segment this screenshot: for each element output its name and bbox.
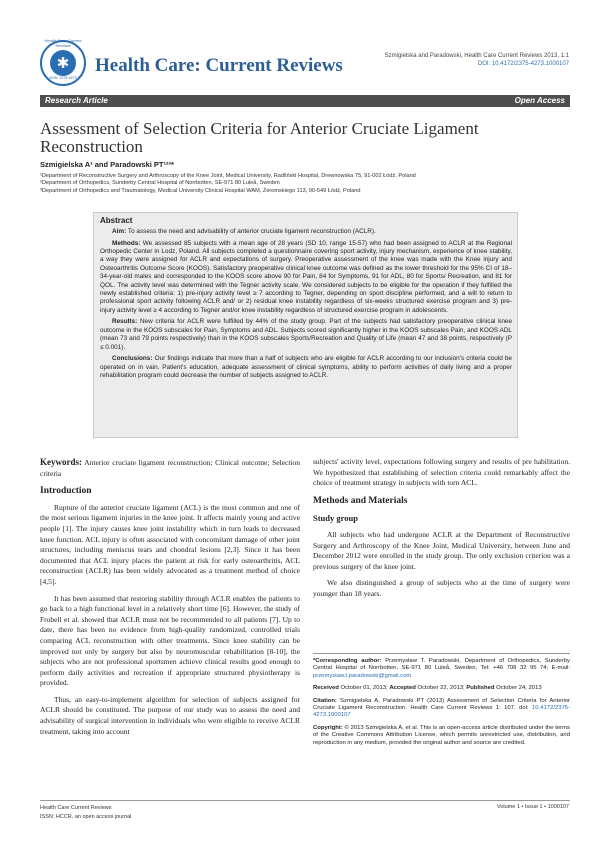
intro-paragraph-2: It has been assumed that restoring stability through ACLR enables the patients to go back to a high functional level in a relatively short time [6]. However, the study of Frobell et al. showed that ACLR must not be recommended to all patients [7]. Up to date, there has been no evidence from high-quality randomized, controlled trials comparing ACL reconstruction with other treatments. Since knee stability can be improved not only by surgery but also by neuromuscular rehabilitation [8-10], the subjects who are not professional sportsmen achieve clinical results good enough to perform daily activities and recreation if appropriate structured physiotherapy is provided. [40,593,300,688]
intro-paragraph-1: Rupture of the anterior cruciate ligament (ACL) is the most common and one of the most serious ligament injuries in the knee joint. It affects mainly young and active people [1]. The injury causes knee joint instability which in turn leads to decreased knee function. ACL injury is often associated with concomitant damage of other joint structures, including meniscus tears and chondral lesions [2,3]. Since it has been documented that ACL injury places the patient at risk for early osteoarthritis, ACL reconstruction (ACLR) has been widely advocated as a treatment method of choice [4,5]. [40,502,300,586]
keywords-text: Anterior cruciate ligament reconstruction; Clinical outcome; Selection criteria [40,458,300,478]
logo-issn: ISSN: 2375-4273 [49,76,77,80]
abstract-heading: Abstract [100,216,133,225]
keywords-label: Keywords: [40,457,82,467]
study-group-heading: Study group [313,513,358,524]
citation-text: Szmigielska A, Paradowski PT (2013) Assessment of Selection Criteria for Anterior Cruciate Ligament Reconstruction. Health Care Current Reviews 1: 107. doi: [313,697,570,712]
published-date: October 24, 2013 [496,685,542,692]
journal-title: Health Care: Current Reviews [95,55,343,76]
published-label: Published [466,685,495,692]
affiliation-2: ²Department of Orthopedics, Sunderby Central Hospital of Norrbotten, SE-971 80 Luleå, Sweden [40,180,280,187]
intro-continuation: subjects' activity level, expectations following surgery and results of pre habilitation. We hypothesized that establishing of selection criteria could remarkably affect the choice of treatment strategy in subjects with torn ACL. [313,457,570,488]
abstract-body [100,228,512,384]
corresponding-author [313,658,570,680]
copyright [313,725,570,747]
methods-label: Methods: [112,239,141,247]
article-type-label: Research Article [45,96,108,105]
authors: Szmigielska A¹ and Paradowski PT¹²³* [40,160,174,169]
open-access-label: Open Access [514,96,565,105]
keywords [40,457,300,479]
study-group-paragraph-1: All subjects who had undergone ACLR at the Department of Reconstructive Surgery and Arthroscopy of the Knee Joint, Medical University, between June and December 2012 were enrolled in the study group. The only exclusion criterion was a previous surgery of the knee joint. [313,529,570,571]
abstract-results [100,318,512,352]
aim-text: To assess the need and advisability of anterior cruciate ligament reconstruction (ACLR). [127,228,376,235]
study-group-paragraph-2: We also distinguished a group of subjects who at the time of surgery were younger than 18 years. [313,578,570,598]
header-citation [385,52,569,68]
doi-link[interactable]: DOI: 10.4172/2375-4273.1000107 [477,61,569,67]
received-label: Received [313,685,339,692]
logo-ring-text: Health Care: Current Reviews [44,38,82,48]
corresponding-text: Przemysław T. Paradowski, Department of Orthopedics, Sunderby Central Hospital of Norrbotten, SE-971 80 Luleå, Sweden, Tel: +46 708 32 95 74; E-mail: [313,658,570,672]
affiliation-3: ³Department of Orthopedics and Traumatology, Medical University Clinical Hospital WAM, Żeromskiego 113, 90-549 Łódź, Poland [40,187,361,194]
affiliation-1: ¹Department of Reconstructive Surgery and Arthroscopy of the Knee Joint, Medical University, Radliński Hospital, Drewnowska 75, 91-002 Łódź, Poland [40,173,416,179]
dates [313,685,570,692]
left-column [40,457,300,743]
citation-label: Citation: [313,697,337,704]
aim-label: Aim: [112,228,127,235]
methods-heading: Methods and Materials [313,495,408,506]
conclusions-text: Our findings indicate that more than a half of subjects who are eligible for ACLR according to our inclusion's criteria could be operated on in vain. Patient's education, adequate assessment of clinical symptoms, ability to perform activities of daily living and a proper rehabilitation program could decrease the number of subjects assigned to ACLR. [100,355,512,380]
copyright-label: Copyright: [313,724,343,731]
citation-line: Szmigielska and Paradowski, Health Care Current Reviews 2013, 1:1 [384,53,569,59]
email-link[interactable]: przemyslaw.t.paradowski@gmail.com [313,672,412,679]
abstract-conclusions [100,355,512,380]
abstract-aim [100,228,512,236]
results-text: New criteria for ACLR were fulfilled by 44% of the study group. Part of the subjects had satisfactory preoperative clinical knee outcome in the KOOS subscales for Pain, Symptoms and ADL. Subjects scored significantly higher in the KOOS subscales Pain, and KOOS ADL (mean 73 and 79 points respectively) than in the KOOS subscales Sports/Recreation and Quality of Life (mean 47 and 38 points, respectively (P ≤ 0.001). [100,318,513,351]
right-column [313,457,570,606]
footer-volume: Volume 1 • Issue 1 • 1000107 [496,804,569,810]
received-date: October 01, 2013; [340,685,388,692]
conclusions-label: Conclusions: [112,355,153,363]
abstract-methods [100,240,512,316]
introduction-heading: Introduction [40,486,92,497]
citation [313,698,570,720]
footer-left [40,804,131,822]
medical-star-icon: ✱ [50,50,76,76]
article-title: Assessment of Selection Criteria for Anterior Cruciate Ligament Reconstruction [40,119,479,156]
citation-doi-link[interactable]: 10.4172/2375-4273.1000107 [313,705,570,719]
intro-paragraph-3: Thus, an easy-to-implement algorithm for selection of subjects assigned for ACLR should be constituted. The purpose of our study was to assess the need and advisability of surgical intervention in individuals who were eligible to receive ACLR treatment, taking into account [40,694,300,736]
article-type-bar [40,95,570,107]
copyright-text: © 2013 Szmigielska A, et al. This is an open-access article distributed under the terms of the Creative Commons Attribution License, which permits unrestricted use, distribution, and reproduction in any medium, provided the original author and source are credited. [313,724,570,746]
article-notes [313,653,570,752]
corresponding-label: *Corresponding author: [313,658,382,664]
affiliations [40,173,570,195]
footer-issn: ISSN: HCCR, an open access journal [40,814,132,820]
results-label: Results: [112,318,138,326]
footer-divider [40,800,570,801]
footer-journal: Health Care Current Reviews [40,805,112,811]
accepted-date: October 22, 2013; [417,685,465,692]
methods-text: We assessed 85 subjects with a mean age of 28 years (SD 10, range 15-57) who had been assigned to ACLR at the Regional Orthopedic Center in Lodz, Poland. All subjects completed a questionnaire covering sport activity, injury mechanism, experience of knee stability, a way they were assigned for ACLR and expectations of surgery. Preoperative assessment of the knee was made with the Knee injury and Osteoarthritis Outcome Score (KOOS). Satisfactory preoperative clinical knee outcome was defined as the lower threshold for the 95% CI of 18–34-year-old males and corresponded to the KOOS score above 90 for Pain, 84 for Symptoms, 91 for ADL, 80 for Sports/ Recreation, and 81 for QOL. The activity level was determined with the Tegner activity scale. We considered subjects to be eligible for the operation if they fulfilled the newly established criteria: 1) pre-injury activity level ≥ 7 according to Tegner, depending on sport discipline performed, and a will to return to professional sport activity following ACLR and/ or 2) residual knee instability regardless of six-weeks structured exercise program and 3) pre-injury activity level ≥ 4 according to Tegner and/or knee instability regardless of structured exercise program in adolescents. [100,239,512,314]
accepted-label: Accepted [389,685,416,692]
